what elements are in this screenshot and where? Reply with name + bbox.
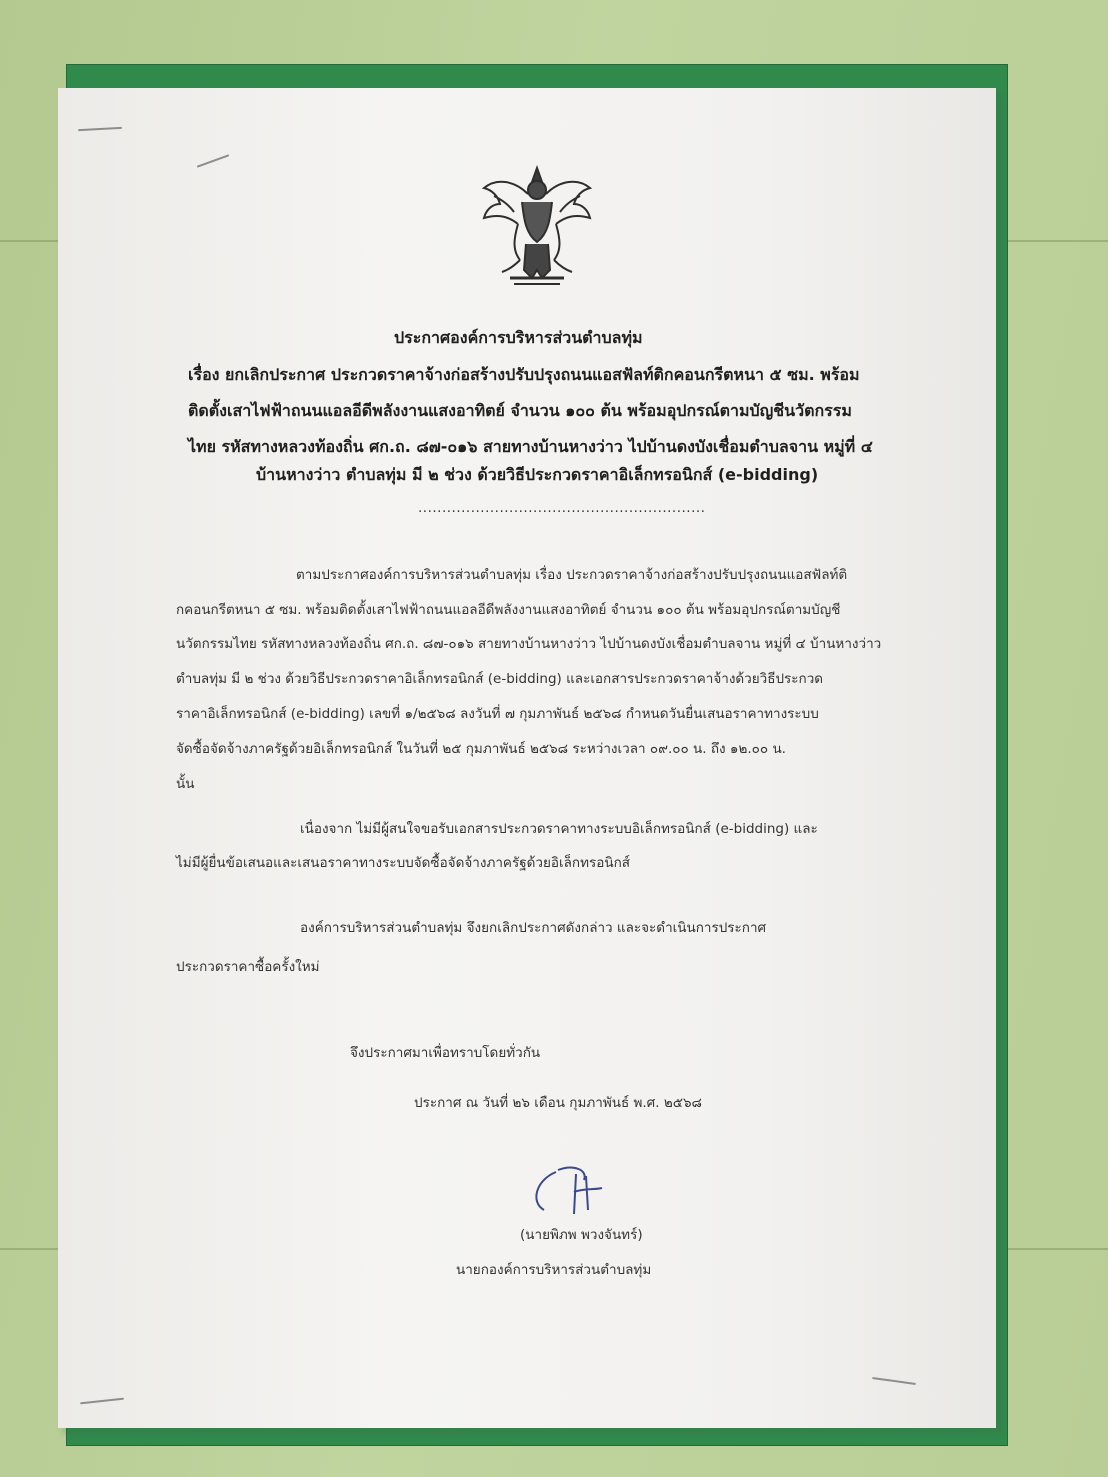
- subject-line: เรื่อง ยกเลิกประกาศ ประกวดราคาจ้างก่อสร้างปรับปรุงถนนแอสฟัลท์ติกคอนกรีตหนา ๕ ซม. พร้อม: [188, 365, 860, 384]
- handwritten-signature: [522, 1158, 632, 1228]
- paragraph-3-line: องค์การบริหารส่วนตำบลทุ่ม จึงยกเลิกประกาศดังกล่าว และจะดำเนินการประกาศ: [300, 920, 767, 936]
- paragraph-1-line: นวัตกรรมไทย รหัสทางหลวงท้องถิ่น ศก.ถ. ๘๗-๐๑๖ สายทางบ้านหางว่าว ไปบ้านดงบังเชื่อมตำบลจาน หมู่ที่ ๔ บ้านหางว่าว: [176, 636, 882, 652]
- signatory-title: นายกองค์การบริหารส่วนตำบลทุ่ม: [456, 1262, 652, 1278]
- closing-text: จึงประกาศมาเพื่อทราบโดยทั่วกัน: [350, 1045, 541, 1061]
- paragraph-1-line: ราคาอิเล็กทรอนิกส์ (e-bidding) เลขที่ ๑/๒๕๖๘ ลงวันที่ ๗ กุมภาพันธ์ ๒๕๖๘ กำหนดวันยื่นเสนอราคาทางระบบ: [176, 706, 819, 722]
- separator-dots: ............................................................: [418, 500, 706, 516]
- subject-line: บ้านหางว่าว ตำบลทุ่ม มี ๒ ช่วง ด้วยวิธีประกวดราคาอิเล็กทรอนิกส์ (e-bidding): [256, 465, 819, 484]
- subject-line: ไทย รหัสทางหลวงท้องถิ่น ศก.ถ. ๘๗-๐๑๖ สายทางบ้านหางว่าว ไปบ้านดงบังเชื่อมตำบลจาน หมู่ที่ ๔: [188, 437, 873, 456]
- header-title: ประกาศองค์การบริหารส่วนตำบลทุ่ม: [394, 328, 643, 347]
- paragraph-3-line: ประกวดราคาซื้อครั้งใหม่: [176, 959, 320, 975]
- paragraph-1-line: กคอนกรีตหนา ๕ ซม. พร้อมติดตั้งเสาไฟฟ้าถนนแอลอีดีพลังงานแสงอาทิตย์ จำนวน ๑๐๐ ต้น พร้อมอุปกรณ์ตามบัญชี: [176, 602, 841, 618]
- paragraph-1-line: ตำบลทุ่ม มี ๒ ช่วง ด้วยวิธีประกวดราคาอิเล็กทรอนิกส์ (e-bidding) และเอกสารประกวดราคาจ้างด้วยวิธีประกวด: [176, 671, 824, 687]
- garuda-emblem-icon: [474, 160, 600, 290]
- paragraph-2-line: ไม่มีผู้ยื่นข้อเสนอและเสนอราคาทางระบบจัดซื้อจัดจ้างภาครัฐด้วยอิเล็กทรอนิกส์: [176, 855, 630, 871]
- date-line: ประกาศ ณ วันที่ ๒๖ เดือน กุมภาพันธ์ พ.ศ. ๒๕๖๘: [414, 1095, 702, 1111]
- paragraph-1-line: นั้น: [176, 776, 195, 792]
- signatory-name: (นายพิภพ พวงจันทร์): [520, 1227, 643, 1243]
- paragraph-2-line: เนื่องจาก ไม่มีผู้สนใจขอรับเอกสารประกวดราคาทางระบบอิเล็กทรอนิกส์ (e-bidding) และ: [300, 821, 818, 837]
- subject-line: ติดตั้งเสาไฟฟ้าถนนแอลอีดีพลังงานแสงอาทิตย์ จำนวน ๑๐๐ ต้น พร้อมอุปกรณ์ตามบัญชีนวัตกรรม: [188, 401, 852, 420]
- paragraph-1-line: จัดซื้อจัดจ้างภาครัฐด้วยอิเล็กทรอนิกส์ ในวันที่ ๒๕ กุมภาพันธ์ ๒๕๖๘ ระหว่างเวลา ๐๙.๐๐ น. ถึง ๑๒.๐๐ น.: [176, 741, 786, 757]
- paragraph-1-line: ตามประกาศองค์การบริหารส่วนตำบลทุ่ม เรื่อง ประกวดราคาจ้างก่อสร้างปรับปรุงถนนแอสฟัลท์ติ: [296, 567, 848, 583]
